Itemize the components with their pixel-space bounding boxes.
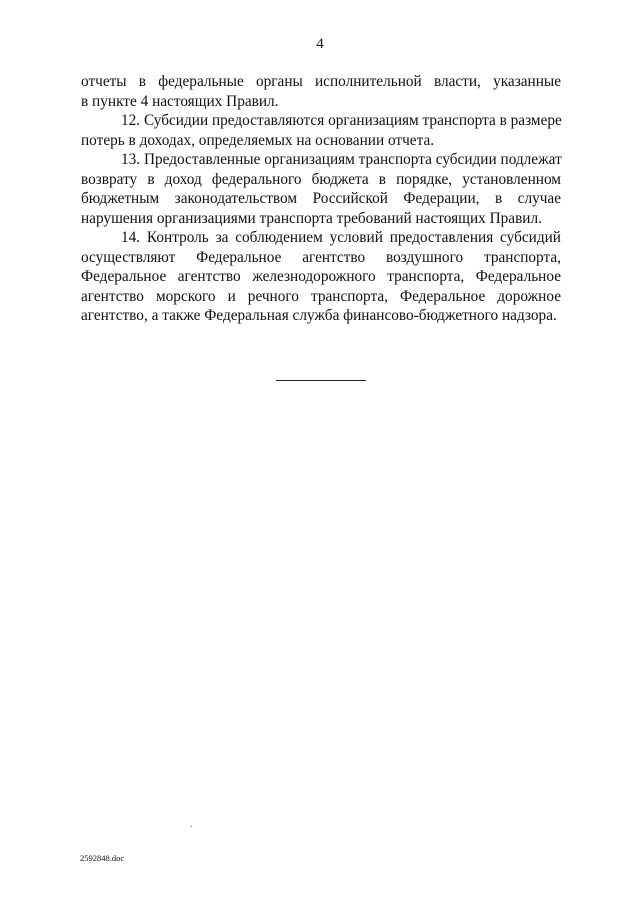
page-number: 4 <box>316 36 324 52</box>
paragraph-13 <box>81 150 561 228</box>
text-line: осуществляют Федеральное агентство воздушного транспорта, <box>81 248 561 266</box>
file-name-footer: 2592848.doc <box>80 853 125 863</box>
text-line: агентство, а также Федеральная служба финансово-бюджетного надзора. <box>81 307 557 324</box>
paragraph-12 <box>81 111 561 150</box>
end-separator-line <box>276 380 366 381</box>
document-body <box>81 72 561 326</box>
text-line: в пункте 4 настоящих Правил. <box>81 92 279 110</box>
text-line: 12. Субсидии предоставляются организациям транспорта в размере <box>121 112 562 129</box>
text-line: отчеты в федеральные органы исполнительной власти, указанные <box>81 73 561 90</box>
text-line: возврату в доход федерального бюджета в порядке, установленном <box>81 170 561 188</box>
paragraph-14 <box>81 228 561 326</box>
scan-dot <box>191 826 192 827</box>
text-line: бюджетным законодательством Российской Федерации, в случае <box>81 190 561 207</box>
text-line: 13. Предоставленные организациям транспорта субсидии подлежат <box>121 151 562 168</box>
text-line: нарушения организациями транспорта требований настоящих Правил. <box>81 209 542 227</box>
text-line: потерь в доходах, определяемых на основании отчета. <box>81 131 435 149</box>
text-line: агентство морского и речного транспорта, Федеральное дорожное <box>81 287 561 305</box>
paragraph-11-continuation <box>81 72 561 111</box>
text-line: Федеральное агентство железнодорожного транспорта, Федеральное <box>81 268 561 285</box>
text-line: 14. Контроль за соблюдением условий предоставления субсидий <box>121 229 561 246</box>
